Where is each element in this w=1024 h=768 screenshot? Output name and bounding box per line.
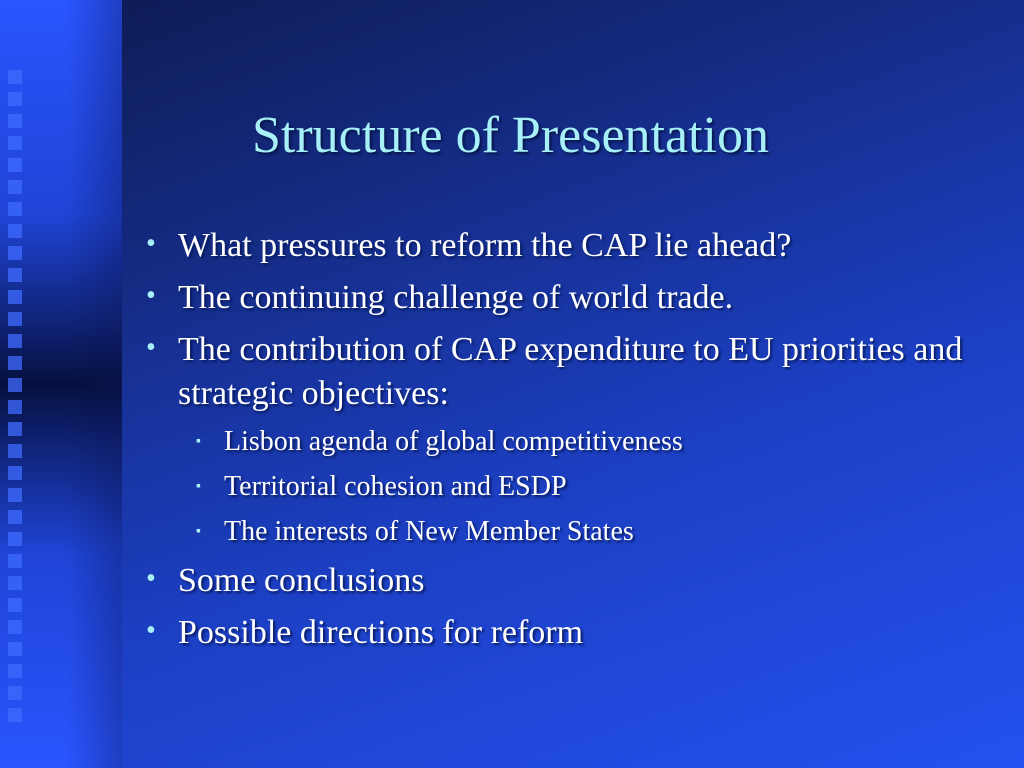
- decorative-square: [8, 576, 22, 590]
- decorative-square: [8, 598, 22, 612]
- bullet-list: [140, 224, 1000, 663]
- square-bullet-icon: ▪: [196, 434, 201, 449]
- decorative-square: [8, 180, 22, 194]
- decorative-square: [8, 510, 22, 524]
- decorative-square: [8, 202, 22, 216]
- bullet-text: The continuing challenge of world trade.: [178, 279, 734, 316]
- bullet-text: What pressures to reform the CAP lie ahead?: [178, 227, 792, 264]
- decorative-square: [8, 70, 22, 84]
- sub-bullet-text: The interests of New Member States: [224, 516, 634, 547]
- square-bullet-icon: ▪: [196, 524, 201, 539]
- decorative-square: [8, 92, 22, 106]
- decorative-square: [8, 554, 22, 568]
- decorative-square: [8, 378, 22, 392]
- decorative-square: [8, 664, 22, 678]
- square-bullet-icon: ▪: [196, 479, 201, 494]
- bullet-icon: •: [146, 280, 156, 311]
- decorative-square: [8, 268, 22, 282]
- sub-bullet-item: [140, 514, 1000, 550]
- decorative-square: [8, 224, 22, 238]
- bullet-text: Possible directions for reform: [178, 614, 584, 651]
- decorative-square: [8, 400, 22, 414]
- decorative-square-column: [8, 0, 28, 768]
- sub-bullet-text: Lisbon agenda of global competitiveness: [224, 426, 683, 457]
- decorative-square: [8, 114, 22, 128]
- sub-bullet-item: [140, 469, 1000, 505]
- bullet-icon: •: [146, 563, 156, 594]
- bullet-item: [140, 276, 1000, 320]
- decorative-square: [8, 356, 22, 370]
- bullet-text: Some conclusions: [178, 562, 425, 599]
- bullet-icon: •: [146, 332, 156, 363]
- decorative-square: [8, 312, 22, 326]
- decorative-square: [8, 334, 22, 348]
- decorative-square: [8, 246, 22, 260]
- decorative-square: [8, 532, 22, 546]
- bullet-item: [140, 559, 1000, 603]
- decorative-square: [8, 488, 22, 502]
- decorative-square: [8, 290, 22, 304]
- bullet-item: [140, 328, 1000, 416]
- sub-bullet-text: Territorial cohesion and ESDP: [224, 471, 567, 502]
- sub-bullet-item: [140, 424, 1000, 460]
- decorative-square: [8, 642, 22, 656]
- decorative-square: [8, 158, 22, 172]
- decorative-square: [8, 686, 22, 700]
- decorative-square: [8, 708, 22, 722]
- decorative-square: [8, 444, 22, 458]
- bullet-text: The contribution of CAP expenditure to EU priorities and strategic objectives:: [178, 331, 963, 412]
- decorative-square: [8, 136, 22, 150]
- slide-title: Structure of Presentation: [252, 107, 769, 164]
- bullet-item: [140, 224, 1000, 268]
- decorative-square: [8, 466, 22, 480]
- bullet-icon: •: [146, 228, 156, 259]
- bullet-icon: •: [146, 615, 156, 646]
- decorative-square: [8, 620, 22, 634]
- decorative-square: [8, 422, 22, 436]
- bullet-item: [140, 611, 1000, 655]
